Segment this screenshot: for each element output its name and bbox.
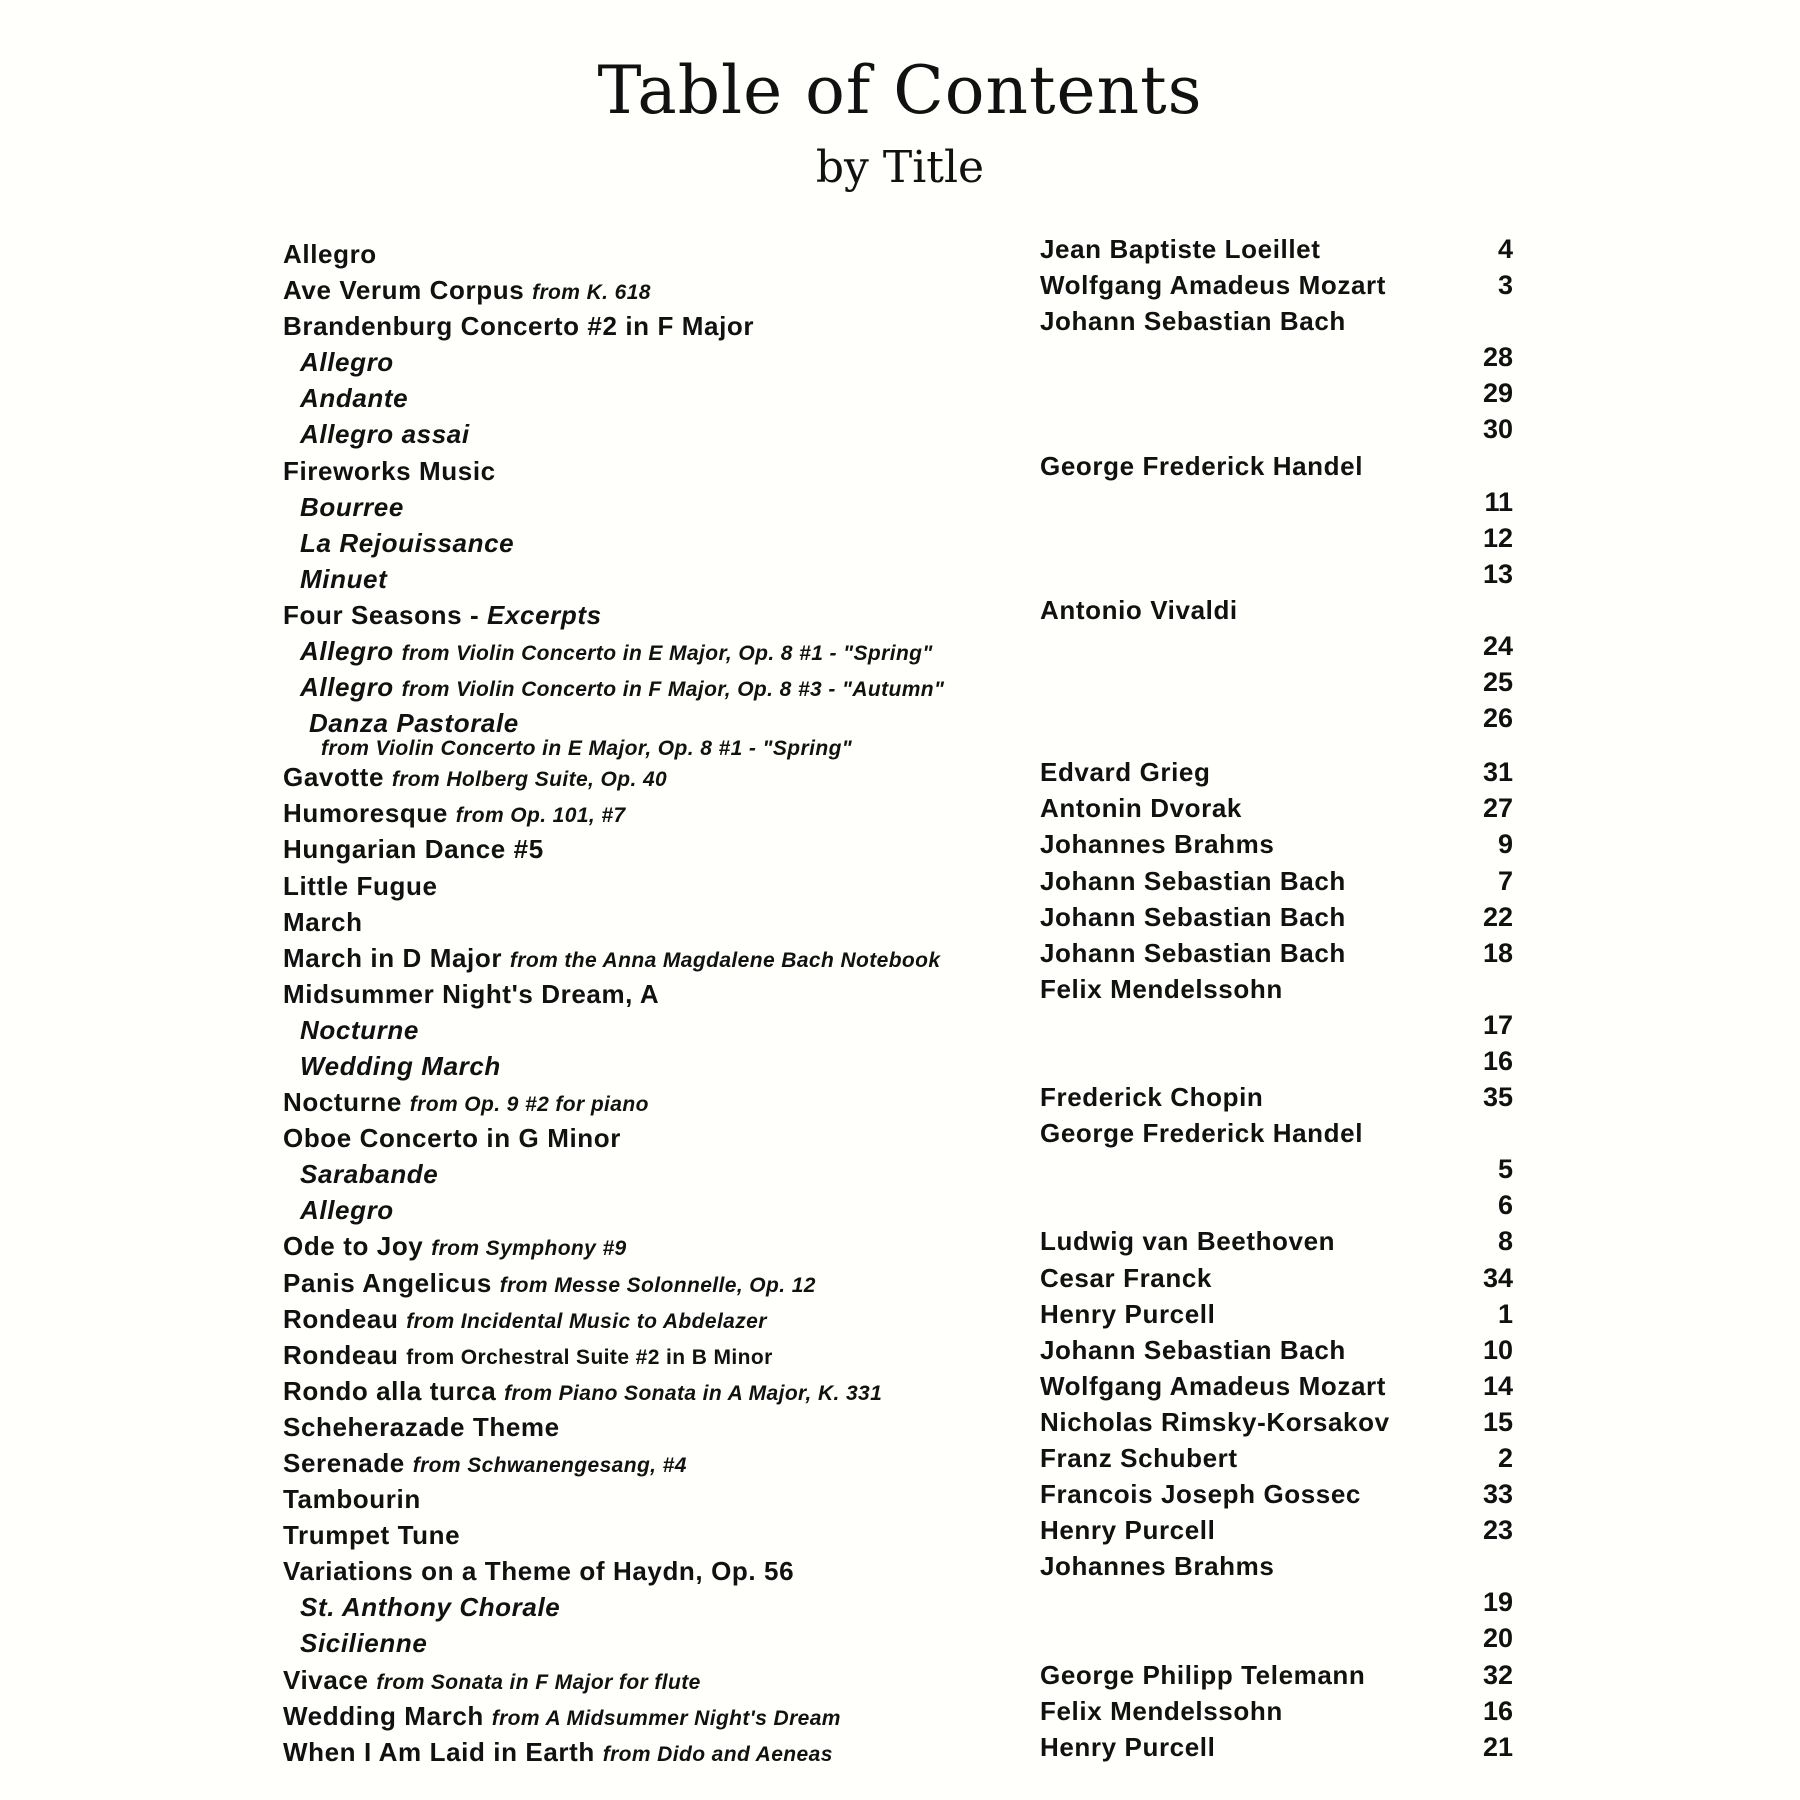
piece-title: Humoresque from Op. 101, #7 <box>283 798 626 829</box>
source-note: from Symphony #9 <box>431 1237 627 1261</box>
page-number: 18 <box>1482 937 1513 968</box>
page-number: 4 <box>1497 234 1513 264</box>
toc-row <box>283 1515 1513 1551</box>
piece-title: Gavotte from Holberg Suite, Op. 40 <box>283 762 668 793</box>
piece-title: Vivace from Sonata in F Major for flute <box>283 1664 701 1695</box>
page-number: 16 <box>1482 1695 1513 1726</box>
page-subtitle: by Title <box>815 142 985 193</box>
toc-row <box>283 451 1513 487</box>
piece-title: Wedding March from A Midsummer Night's Dream <box>283 1700 841 1731</box>
piece-title: Nocturne from Op. 9 #2 for piano <box>283 1087 649 1118</box>
piece-title: Allegro <box>283 239 377 269</box>
toc-row <box>283 1407 1513 1443</box>
page-number: 1 <box>1497 1298 1513 1329</box>
piece-title: Little Fugue <box>283 870 438 901</box>
movement-title: Allegro from Violin Concerto in E Major, Op. 8 #1 - "Spring" <box>300 636 933 667</box>
composer: Johannes Brahms <box>1040 1551 1275 1582</box>
page-number: 30 <box>1482 414 1513 445</box>
composer: Henry Purcell <box>1040 1731 1216 1762</box>
page-number: 21 <box>1482 1731 1513 1762</box>
source-note: from Op. 9 #2 for piano <box>409 1093 649 1117</box>
composer: Johann Sebastian Bach <box>1040 937 1346 968</box>
toc-row <box>283 757 1513 793</box>
piece-title: When I Am Laid in Earth from Dido and Aeneas <box>283 1736 833 1767</box>
page-number: 5 <box>1497 1154 1513 1185</box>
movement-title: St. Anthony Chorale <box>300 1592 561 1623</box>
composer: Franz Schubert <box>1040 1443 1238 1473</box>
source-note: from Piano Sonata in A Major, K. 331 <box>504 1381 883 1405</box>
page-number: 10 <box>1482 1334 1513 1365</box>
movement-title: Allegro <box>300 347 394 378</box>
page-number: 28 <box>1482 342 1513 373</box>
toc-subrow <box>283 1154 1513 1190</box>
page-number: 24 <box>1482 631 1513 662</box>
toc-row <box>283 1263 1513 1299</box>
page-number: 16 <box>1482 1045 1513 1076</box>
toc-row <box>283 902 1513 938</box>
page-number: 22 <box>1482 901 1513 932</box>
toc-subrow <box>283 1623 1513 1659</box>
movement-title: Minuet <box>300 563 388 594</box>
movement-title: Wedding March <box>300 1050 501 1081</box>
movement-title: La Rejouissance <box>300 527 515 558</box>
source-note: from Schwanengesang, #4 <box>412 1454 687 1477</box>
piece-title: Ode to Joy from Symphony #9 <box>283 1231 627 1262</box>
piece-title: Hungarian Dance #5 <box>283 834 544 865</box>
composer: George Frederick Handel <box>1040 1118 1364 1149</box>
toc-row <box>283 1479 1513 1515</box>
piece-title: Ave Verum Corpus from K. 618 <box>283 275 651 306</box>
page-number: 7 <box>1497 865 1513 896</box>
composer: Felix Mendelssohn <box>1040 1695 1283 1726</box>
source-note: from Dido and Aeneas <box>602 1742 833 1766</box>
composer: Wolfgang Amadeus Mozart <box>1040 270 1387 301</box>
page-number: 15 <box>1482 1406 1513 1437</box>
source-note: from Violin Concerto in E Major, Op. 8 #1 - "Spring" <box>321 737 853 761</box>
toc-row <box>283 1299 1513 1335</box>
source-note: from Op. 101, #7 <box>455 804 626 828</box>
page-title: Table of Contents <box>597 52 1203 129</box>
composer: Johann Sebastian Bach <box>1040 901 1346 932</box>
page-number: 13 <box>1482 558 1513 589</box>
page-number: 19 <box>1482 1587 1513 1618</box>
movement-title: Andante <box>300 383 409 414</box>
toc-subrow <box>283 1010 1513 1046</box>
movement-title: Sarabande <box>300 1159 439 1190</box>
composer: Johannes Brahms <box>1040 829 1275 860</box>
page-number: 35 <box>1482 1082 1513 1113</box>
toc-row <box>283 1660 1513 1696</box>
toc-subrow <box>283 703 1513 761</box>
composer: Edvard Grieg <box>1040 757 1211 788</box>
toc-row <box>283 793 1513 829</box>
composer: Henry Purcell <box>1040 1515 1216 1546</box>
toc-row <box>283 866 1513 902</box>
composer: Henry Purcell <box>1040 1298 1216 1329</box>
source-note: from A Midsummer Night's Dream <box>491 1706 841 1730</box>
movement-title: Allegro from Violin Concerto in F Major, Op. 8 #3 - "Autumn" <box>300 672 945 703</box>
page-number: 32 <box>1482 1659 1513 1690</box>
piece-title: Fireworks Music <box>283 455 496 486</box>
toc-row <box>283 938 1513 974</box>
source-note: from Sonata in F Major for flute <box>376 1670 701 1694</box>
toc-row <box>283 270 1513 306</box>
toc-row <box>283 829 1513 865</box>
source-note: from Violin Concerto in F Major, Op. 8 #3 - "Autumn" <box>401 678 945 702</box>
page-number: 11 <box>1484 486 1513 517</box>
page-number: 31 <box>1482 757 1513 788</box>
toc-row <box>283 306 1513 342</box>
piece-title: Rondeau from Orchestral Suite #2 in B Minor <box>283 1339 773 1370</box>
piece-title: March <box>283 906 363 937</box>
page-number: 14 <box>1482 1370 1513 1401</box>
source-note: from Orchestral Suite #2 in B Minor <box>406 1345 773 1369</box>
movement-title: Sicilienne <box>300 1628 428 1659</box>
toc-row <box>283 595 1513 631</box>
toc-row <box>283 1696 1513 1732</box>
page-number: 23 <box>1482 1515 1513 1546</box>
toc-row <box>283 1732 1513 1768</box>
source-note: from Messe Solonnelle, Op. 12 <box>499 1273 816 1297</box>
toc-subrow <box>283 378 1513 414</box>
toc-subrow <box>283 523 1513 559</box>
composer: Felix Mendelssohn <box>1040 973 1283 1004</box>
toc-subrow <box>283 342 1513 378</box>
page-number: 26 <box>1482 703 1513 734</box>
page-number: 17 <box>1482 1009 1513 1040</box>
movement-title: Bourree <box>300 491 404 522</box>
piece-title: Tambourin <box>283 1484 421 1515</box>
source-note: from Holberg Suite, Op. 40 <box>391 768 668 792</box>
piece-title: Rondo alla turca from Piano Sonata in A Major, K. 331 <box>283 1375 883 1406</box>
movement-title: Nocturne <box>300 1014 419 1045</box>
composer: Wolfgang Amadeus Mozart <box>1040 1370 1387 1401</box>
composer: Cesar Franck <box>1040 1262 1212 1293</box>
page-number: 20 <box>1482 1623 1513 1654</box>
composer: Antonio Vivaldi <box>1040 594 1238 625</box>
composer: George Philipp Telemann <box>1040 1659 1366 1690</box>
piece-title: Midsummer Night's Dream, A <box>283 978 660 1009</box>
piece-title: Oboe Concerto in G Minor <box>283 1123 621 1154</box>
source-note: from K. 618 <box>532 281 651 305</box>
toc-subrow <box>283 1190 1513 1226</box>
toc-row <box>283 1335 1513 1371</box>
toc-row <box>283 1551 1513 1587</box>
toc-row <box>283 1118 1513 1154</box>
page-number: 9 <box>1497 829 1513 860</box>
page-number: 8 <box>1497 1226 1513 1257</box>
page-number: 2 <box>1497 1443 1513 1473</box>
toc-row <box>283 1443 1513 1479</box>
composer: Francois Joseph Gossec <box>1040 1479 1361 1510</box>
page-number: 29 <box>1482 378 1513 409</box>
composer: Ludwig van Beethoven <box>1040 1226 1336 1257</box>
table-of-contents <box>283 234 1513 1768</box>
movement-title: Danza Pastorale <box>309 708 519 739</box>
toc-subrow <box>283 667 1513 703</box>
page-number: 3 <box>1497 270 1513 301</box>
source-note: from Violin Concerto in E Major, Op. 8 #1 - "Spring" <box>401 642 933 666</box>
composer: Frederick Chopin <box>1040 1082 1264 1113</box>
composer: Johann Sebastian Bach <box>1040 306 1346 337</box>
toc-row <box>283 1082 1513 1118</box>
piece-title: Four Seasons - Excerpts <box>283 599 602 630</box>
excerpts-note: Excerpts <box>487 599 602 630</box>
page-number: 12 <box>1482 522 1513 553</box>
movement-title: Allegro <box>300 1195 394 1226</box>
toc-subrow <box>283 631 1513 667</box>
piece-title: Serenade from Schwanengesang, #4 <box>283 1448 687 1478</box>
toc-row <box>283 234 1513 270</box>
composer: Jean Baptiste Loeillet <box>1040 234 1321 264</box>
composer: Johann Sebastian Bach <box>1040 1334 1346 1365</box>
composer: Nicholas Rimsky-Korsakov <box>1040 1406 1390 1437</box>
page-number: 25 <box>1482 667 1513 698</box>
piece-title: Panis Angelicus from Messe Solonnelle, Op. 12 <box>283 1267 816 1298</box>
toc-row <box>283 974 1513 1010</box>
toc-subrow <box>283 414 1513 450</box>
composer: Antonin Dvorak <box>1040 793 1242 824</box>
source-note: from Incidental Music to Abdelazer <box>406 1309 767 1333</box>
toc-subrow <box>283 487 1513 523</box>
toc-row <box>283 1371 1513 1407</box>
piece-title: Brandenburg Concerto #2 in F Major <box>283 311 755 342</box>
page-number: 6 <box>1497 1190 1513 1221</box>
toc-subrow <box>283 1587 1513 1623</box>
composer: Johann Sebastian Bach <box>1040 865 1346 896</box>
page-number: 33 <box>1482 1479 1513 1510</box>
toc-subrow <box>283 1046 1513 1082</box>
movement-title: Allegro assai <box>300 419 470 450</box>
piece-title: March in D Major from the Anna Magdalene Bach Notebook <box>283 942 941 973</box>
page-number: 34 <box>1482 1262 1513 1293</box>
toc-row <box>283 1226 1513 1262</box>
piece-title: Scheherazade Theme <box>283 1411 560 1442</box>
piece-title: Rondeau from Incidental Music to Abdelazer <box>283 1303 767 1334</box>
source-note: from the Anna Magdalene Bach Notebook <box>509 948 941 972</box>
piece-title: Trumpet Tune <box>283 1520 461 1551</box>
page-number: 27 <box>1482 793 1513 824</box>
toc-subrow <box>283 559 1513 595</box>
composer: George Frederick Handel <box>1040 450 1364 481</box>
piece-title: Variations on a Theme of Haydn, Op. 56 <box>283 1556 795 1587</box>
